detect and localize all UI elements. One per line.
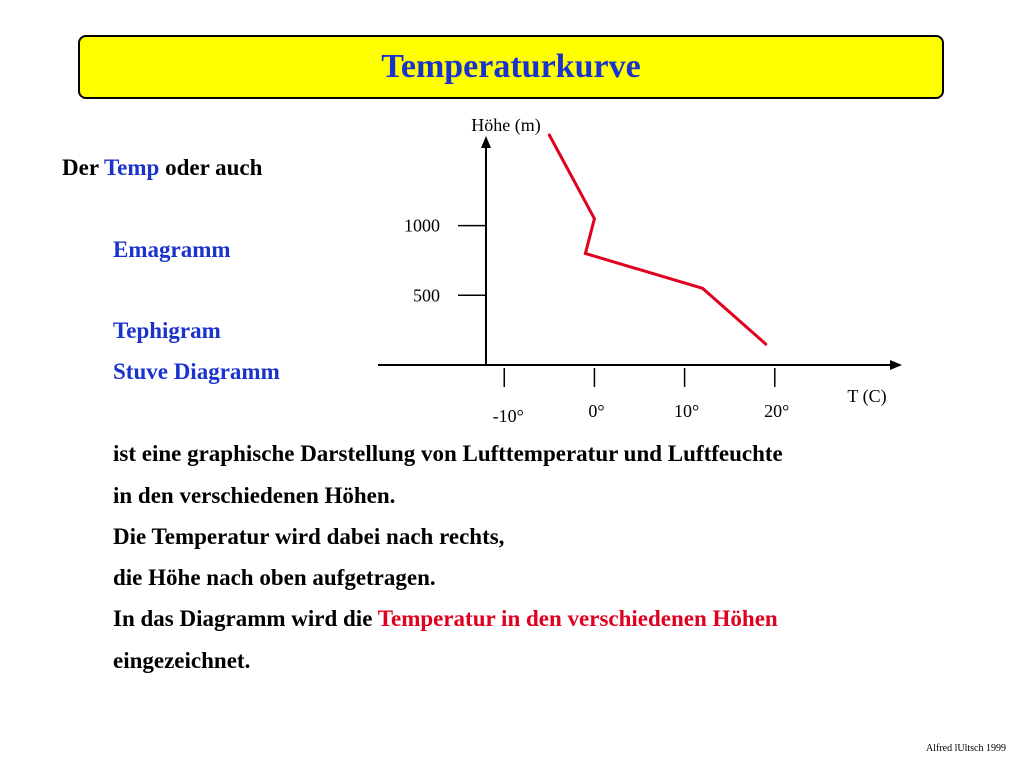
- temperature-point-4: [548, 134, 551, 137]
- temperature-point-1: [701, 287, 704, 290]
- body-line-6: eingezeichnet.: [113, 648, 251, 673]
- temperature-chart: [370, 110, 910, 440]
- y-tick-label-1000: 1000: [404, 215, 440, 236]
- temperature-point-0: [764, 343, 767, 346]
- body-line-1: ist eine graphische Darstellung von Lufttemperatur und Luftfeuchte: [113, 441, 783, 466]
- author-credit: Alfred lUltsch 1999: [926, 743, 1006, 754]
- x-tick-label-0: 0°: [588, 401, 605, 421]
- body-line-2: in den verschiedenen Höhen.: [113, 483, 396, 508]
- intro-line: [62, 155, 262, 181]
- x-tick-label--10: -10°: [492, 406, 524, 426]
- temperature-point-2: [584, 252, 587, 255]
- term-emagramm: Emagramm: [113, 237, 231, 262]
- x-tick-label-10: 10°: [673, 401, 700, 421]
- term-stuve-diagramm: Stuve Diagramm: [113, 359, 280, 384]
- intro-oder-auch: oder auch: [159, 155, 263, 180]
- highlight-temperature: Temperatur in den verschiedenen Höhen: [377, 606, 778, 631]
- intro-der: Der: [62, 155, 104, 180]
- term-tephigram: Tephigram: [113, 318, 221, 343]
- body-line-3: Die Temperatur wird dabei nach rechts,: [113, 524, 505, 549]
- page-title: Temperaturkurve: [381, 48, 641, 85]
- y-tick-label-500: 500: [413, 285, 440, 306]
- term-temp: Temp: [103, 155, 160, 180]
- x-axis-label: T (C): [847, 386, 887, 406]
- temperature-curve-line: [549, 135, 765, 344]
- temperature-point-3: [593, 217, 596, 220]
- y-axis-label: Höhe (m): [471, 115, 541, 135]
- body-line-5: [113, 606, 778, 632]
- body-line-4: die Höhe nach oben aufgetragen.: [113, 565, 436, 590]
- x-tick-label-20: 20°: [764, 401, 790, 421]
- body-line-5-text: In das Diagramm wird die: [113, 606, 378, 631]
- title-banner: [78, 35, 944, 99]
